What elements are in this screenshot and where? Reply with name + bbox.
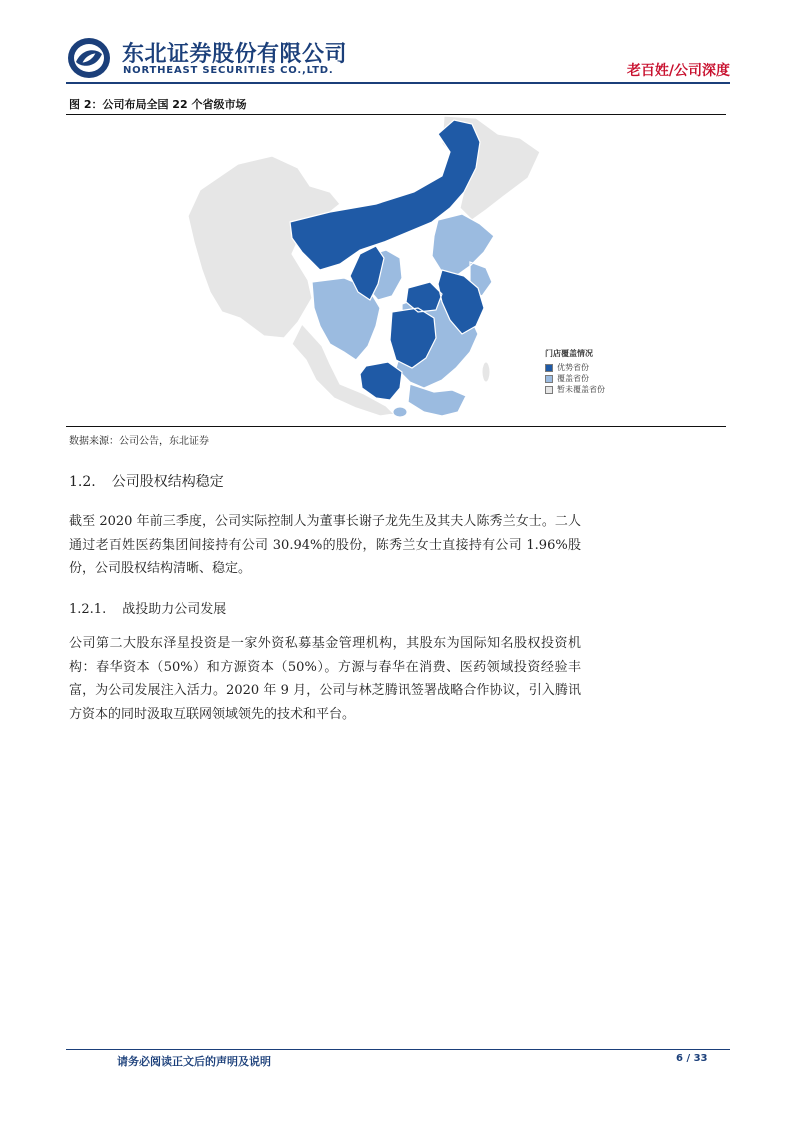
legend-swatch-uncovered — [545, 386, 553, 394]
figure-bottom-rule — [66, 426, 726, 427]
map-island-hainan — [393, 407, 407, 417]
section-title: 战投助力公司发展 — [122, 602, 227, 617]
legend-item-advantage — [545, 362, 605, 373]
section-title: 公司股权结构稳定 — [111, 474, 224, 490]
section-heading-1-2 — [69, 471, 224, 491]
legend-title: 门店覆盖情况 — [545, 349, 593, 358]
legend-item-covered — [545, 373, 605, 384]
map-island-taiwan — [482, 362, 490, 382]
paragraph-equity-structure: 截至 2020 年前三季度，公司实际控制人为董事长谢子龙先生及其夫人陈秀兰女士。二人通过老百姓医药集团间接持有公司 30.94%的股份，陈秀兰女士直接持有公司 1.96%股份，公司股权结构清晰、稳定。 — [69, 514, 581, 576]
page-header — [66, 34, 730, 82]
company-name-en: NORTHEAST SECURITIES CO.,LTD. — [123, 65, 334, 76]
northeast-securities-logo-icon — [66, 36, 112, 80]
legend-item-uncovered — [545, 384, 605, 395]
page-number: 6 / 33 — [676, 1053, 708, 1064]
footer-divider — [66, 1049, 730, 1050]
legend-label: 优势省份 — [557, 363, 589, 372]
legend-label: 覆盖省份 — [557, 374, 589, 383]
paragraph-strategic-investors: 公司第二大股东泽星投资是一家外资私募基金管理机构，其股东为国际知名股权投资机构：春华资本（50%）和方源资本（50%）。方源与春华在消费、医药领域投资经验丰富，为公司发展注入活力。2020 年 9 月，公司与林芝腾讯签署战略合作协议，引入腾讯方资本的同时汲取互联网领域领先的技术和平台。 — [69, 636, 581, 722]
company-name-cn: 东北证券股份有限公司 — [122, 42, 348, 67]
legend-swatch-advantage — [545, 364, 553, 372]
section-number: 1.2.1. — [69, 602, 107, 617]
figure-source: 数据来源：公司公告，东北证券 — [69, 436, 209, 447]
figure-title: 图 2：公司布局全国 22 个省级市场 — [69, 98, 247, 111]
section-heading-1-2-1 — [69, 598, 226, 617]
footer-disclaimer: 请务必阅读正文后的声明及说明 — [117, 1055, 271, 1068]
china-province-map — [180, 112, 560, 424]
legend-label: 暂未覆盖省份 — [557, 385, 605, 394]
header-divider — [66, 82, 730, 84]
legend-swatch-covered — [545, 375, 553, 383]
report-tag: 老百姓/公司深度 — [626, 63, 730, 79]
map-legend — [545, 348, 605, 395]
section-number: 1.2. — [69, 474, 96, 490]
